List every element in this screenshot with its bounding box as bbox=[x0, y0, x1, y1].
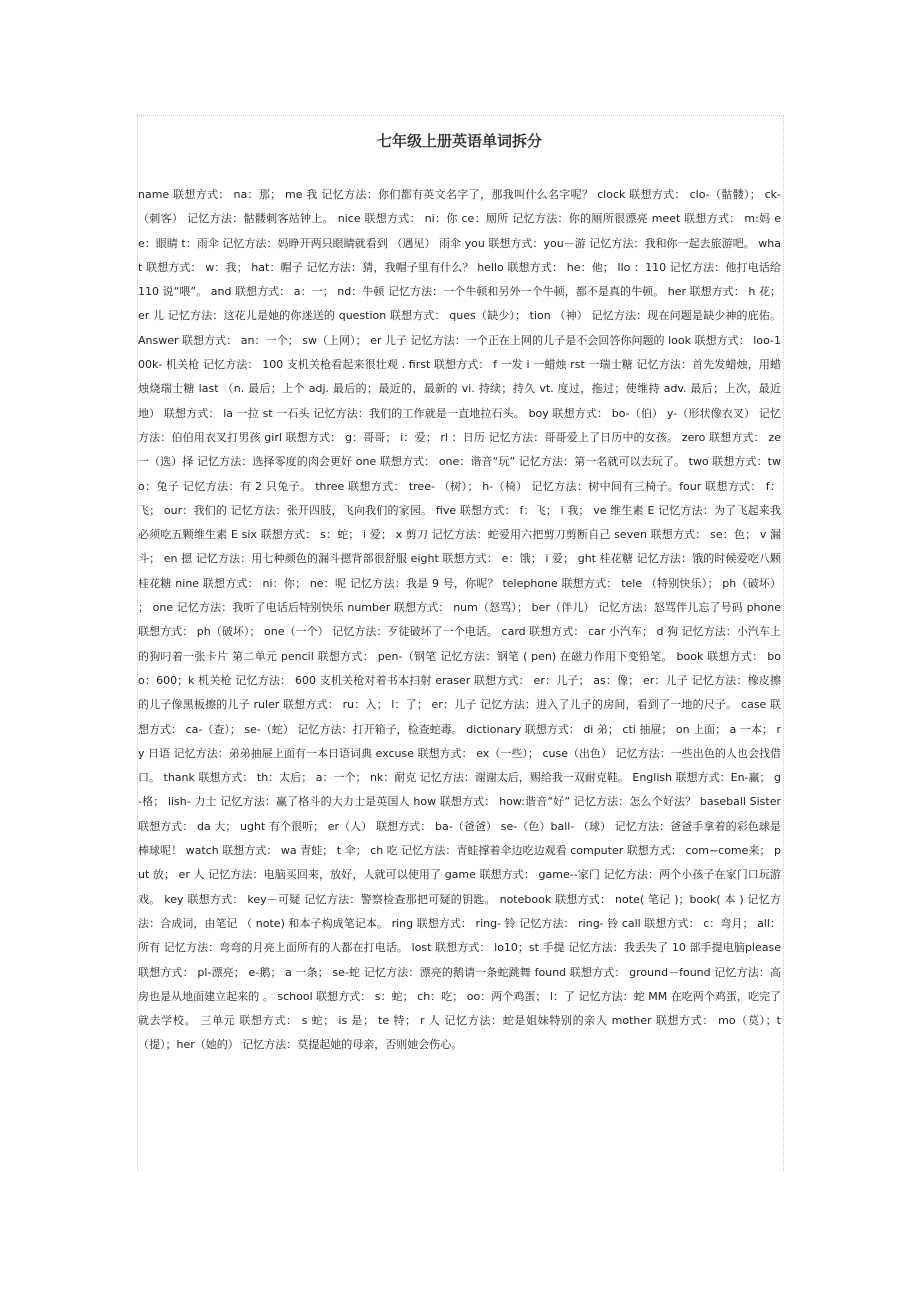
document-title: 七年级上册英语单词拆分 bbox=[376, 132, 542, 150]
document-body: name 联想方式： na：那； me 我 记忆方法：你们都有英文名字了，那我叫什么名字呢？ clock 联想方式： clo-（骷髅）； ck-（刺客） 记忆方法：骷髅刺客站钟上。 nice 联想方式： ni：你 ce：厕所 记忆方法：你的厕所很漂亮 meet 联想方式： m:妈 ee：眼睛 t：雨伞 记忆方法：妈睁开两只眼睛就看到 （遇见） 雨伞 you 联想方式：you－游 记忆方法：我和你一起去旅游吧。 what 联想方式： w：我； hat：帽子 记忆方法：猜，我帽子里有什么？ hello 联想方式： he：他； llo ：110 记忆方法：他打电话给 110 说“喂”。 and 联想方式： a：一； nd：牛顿 记忆方法：一个牛顿和另外一个牛顿，都不是真的牛顿。 her 联想方式： h 花； er 儿 记忆方法：这花儿是她的你迷送的 question 联想方式： ques（缺少）； tion （神） 记忆方法：现在问题是缺少神的庇佑。 Answer 联想方式： an：一个； sw（上网）； er 儿子 记忆方法：一个正在上网的儿子是不会回答你问题的 look 联想方式： loo-100k- 机关枪 记忆方法： 100 支机关枪看起来很壮观 . first 联想方式： f 一发 i 一蜡烛 rst 一瑞士糖 记忆方法：首先发蜡烛，用蜡烛烧瑞士糖 last （n. 最后；上个 adj. 最后的；最近的，最新的 vi. 持续；持久 vt. 度过，拖过；使维持 adv. 最后；上次，最近地） 联想方式： la 一拉 st 一石头 记忆方法：我们的工作就是一直地拉石头。 boy 联想方式： bo-（伯） y-（形状像衣叉） 记忆方法：伯伯用衣叉打男孩 girl 联想方式： g：哥哥； i：爱； rl ：日历 记忆方法：哥哥爱上了日历中的女孩。 zero 联想方式： ze一（选）择 记忆方法：选择零度的肉会更好 one 联想方式： one：谐音“玩” 记忆方法：第一名就可以去玩了。 two 联想方式：two：兔子 记忆方法：有 2 只兔子。 three 联想方式： tree- （树）； h-（椅） 记忆方法：树中间有三椅子。four 联想方式： f：飞； our：我们的 记忆方法：张开四肢，飞向我们的家园。 five 联想方式： f：飞； i 我； ve 维生素 E 记忆方法：为了飞起来我必须吃五颗维生素 E six 联想方式： s：蛇； i 爱； x 剪刀 记忆方法：蛇爱用六把剪刀剪断自己 seven 联想方式： se：色； v 漏斗； en 摁 记忆方法：用七种颜色的漏斗摁背部很舒服 eight 联想方式： e：饿； i 爱； ght 桂花糖 记忆方法：饿的时候爱吃八颗桂花糖 nine 联想方式： ni：你； ne：呢 记忆方法：我是 9 号，你呢？ telephone 联想方式： tele （特别快乐）； ph（破坏） ； one 记忆方法：我听了电话后特别快乐 number 联想方式： num（怒骂）； ber（伴儿） 记忆方法：怒骂伴儿忘了号码 phone 联想方式： ph（破坏）； one（一个） 记忆方法：歹徒破坏了一个电话。 card 联想方式： car 小汽车； d 狗 记忆方法：小汽车上的狗叼着一张卡片 第二单元 pencil 联想方式： pen-（钢笔 记忆方法：钢笔 ( pen) 在磁力作用下变铅笔。 book 联想方式： boo：600；k 机关枪 记忆方法： 600 支机关枪对着书本扫射 eraser 联想方式： er：儿子； as：像； er：儿子 记忆方法：橡皮擦的儿子像黑板擦的儿子 ruler 联想方式： ru：入； l：了； er：儿子 记忆方法：进入了儿子的房间，看到了一地的尺子。 case 联想方式： ca-（查）； se-（蛇） 记忆方法：打开箱子，检查蛇毒。 dictionary 联想方式： di 弟； cti 抽屉； on 上面； a 一本； ry 日语 记忆方法：弟弟抽屉上面有一本日语词典 excuse 联想方式： ex（一些）； cuse（出色） 记忆方法：一些出色的人也会找借口。 thank 联想方式： th：太后； a：一个； nk：耐克 记忆方法：谢谢太后，赐给我一双耐克鞋。 English 联想方式：En-赢； g-格； lish- 力士 记忆方法：赢了格斗的大力士是英国人 how 联想方式： how:谐音“好” 记忆方法：怎么个好法？ baseball Sister 联想方式： da 大； ught 有个很听； er（人） 联想方式： ba-（爸爸） se-（色）ball- （球） 记忆方法：爸爸手拿着的彩色球是棒球呢！ watch 联想方式： wa 青蛙； t 伞； ch 吃 记忆方法：青蛙撑着伞边吃边观看 computer 联想方式： com~come来； put 放； er 人 记忆方法：电脑买回来，放好，人就可以使用了 game 联想方式： game--家门 记忆方法：两个小孩子在家门口玩游戏。 key 联想方式： key－可疑 记忆方法：警察检查那把可疑的钥匙。 notebook 联想方式： note( 笔记 )；book( 本 ) 记忆方法：合成词，由笔记 （ note) 和本子构成笔记本。 ring 联想方式： ring- 铃 记忆方法： ring- 铃 call 联想方式： c：弯月； all：所有 记忆方法：弯弯的月亮上面所有的人都在打电话。 lost 联想方式： lo10；st 手提 记忆方法：我丢失了 10 部手提电脑please 联想方式： pl-漂亮； e-鹅； a 一条； se-蛇 记忆方法：漂亮的鹅请一条蛇跳舞 found 联想方式： ground－found 记忆方法：高房也是从地面建立起来的 。 school 联想方式： s：蛇； ch：吃； oo：两个鸡蛋； l：了 记忆方法：蛇 MM 在吃两个鸡蛋，吃完了就去学校。 三单元 联想方式： s 蛇； is 是； te 特； r 人 记忆方法：蛇是姐妹特别的亲人 mother 联想方式： mo（莫）；t（提）；her（她的） 记忆方法：莫提起她的母亲，否则她会伤心。 bbox=[138, 188, 781, 1052]
